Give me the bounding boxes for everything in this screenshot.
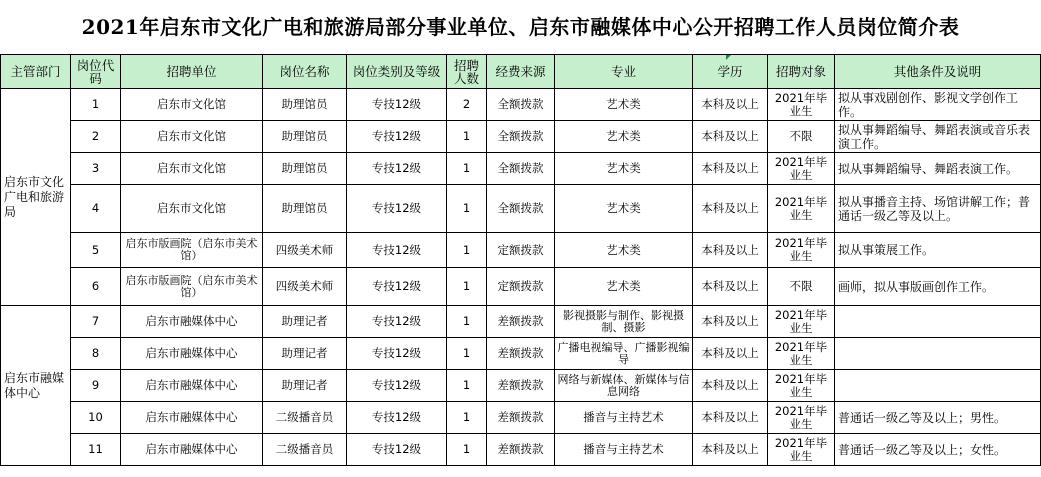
funding-cell: 差额拨款 xyxy=(487,306,555,338)
category-cell: 专技12级 xyxy=(347,89,447,121)
code-cell: 11 xyxy=(71,434,121,466)
count-cell: 1 xyxy=(447,185,487,233)
notes-cell: 普通话一级乙等及以上；男性。 xyxy=(835,402,1041,434)
education-cell: 本科及以上 xyxy=(693,268,768,306)
funding-cell: 差额拨款 xyxy=(487,370,555,402)
education-cell: 本科及以上 xyxy=(693,233,768,268)
code-cell: 7 xyxy=(71,306,121,338)
major-cell: 播音与主持艺术 xyxy=(555,434,693,466)
notes-cell: 拟从事舞蹈编导、舞蹈表演或音乐表演工作。 xyxy=(835,121,1041,153)
count-cell: 1 xyxy=(447,233,487,268)
category-cell: 专技12级 xyxy=(347,402,447,434)
funding-cell: 差额拨款 xyxy=(487,434,555,466)
unit-cell: 启东市版画院（启东市美术馆） xyxy=(121,233,263,268)
count-cell: 1 xyxy=(447,402,487,434)
unit-cell: 启东市文化馆 xyxy=(121,153,263,185)
target-cell: 不限 xyxy=(768,268,835,306)
funding-cell: 全额拨款 xyxy=(487,89,555,121)
table-row xyxy=(1,370,1041,402)
unit-cell: 启东市融媒体中心 xyxy=(121,338,263,370)
notes-cell: 拟从事戏剧创作、影视文学创作工作。 xyxy=(835,89,1041,121)
education-cell: 本科及以上 xyxy=(693,370,768,402)
funding-cell: 定额拨款 xyxy=(487,268,555,306)
table-row xyxy=(1,402,1041,434)
table-row xyxy=(1,121,1041,153)
position-cell: 二级播音员 xyxy=(263,434,347,466)
category-cell: 专技12级 xyxy=(347,233,447,268)
position-cell: 助理馆员 xyxy=(263,153,347,185)
col-header-funding: 经费来源 xyxy=(487,55,555,89)
target-cell: 不限 xyxy=(768,121,835,153)
education-cell: 本科及以上 xyxy=(693,185,768,233)
position-cell: 助理馆员 xyxy=(263,185,347,233)
notes-cell: 普通话一级乙等及以上；女性。 xyxy=(835,434,1041,466)
notes-cell: 拟从事播音主持、场馆讲解工作；普通话一级乙等及以上。 xyxy=(835,185,1041,233)
position-cell: 助理记者 xyxy=(263,306,347,338)
table-row xyxy=(1,153,1041,185)
unit-cell: 启东市文化馆 xyxy=(121,89,263,121)
col-header-unit: 招聘单位 xyxy=(121,55,263,89)
count-cell: 1 xyxy=(447,153,487,185)
funding-cell: 差额拨款 xyxy=(487,338,555,370)
table-row xyxy=(1,434,1041,466)
education-cell: 本科及以上 xyxy=(693,121,768,153)
funding-cell: 全额拨款 xyxy=(487,121,555,153)
header-row xyxy=(1,55,1041,89)
target-cell: 2021年毕业生 xyxy=(768,338,835,370)
notes-cell xyxy=(835,370,1041,402)
col-header-category: 岗位类别及等级 xyxy=(347,55,447,89)
count-cell: 1 xyxy=(447,121,487,153)
major-cell: 影视摄影与制作、影视摄制、摄影 xyxy=(555,306,693,338)
position-cell: 四级美术师 xyxy=(263,233,347,268)
target-cell: 2021年毕业生 xyxy=(768,370,835,402)
category-cell: 专技12级 xyxy=(347,370,447,402)
page-title: 2021年启东市文化广电和旅游局部分事业单位、启东市融媒体中心公开招聘工作人员岗位简介表 xyxy=(81,15,960,39)
code-cell: 2 xyxy=(71,121,121,153)
major-cell: 播音与主持艺术 xyxy=(555,402,693,434)
col-header-code: 岗位代码 xyxy=(71,55,121,89)
col-header-notes: 其他条件及说明 xyxy=(835,55,1041,89)
target-cell: 2021年毕业生 xyxy=(768,185,835,233)
position-cell: 四级美术师 xyxy=(263,268,347,306)
position-cell: 助理记者 xyxy=(263,370,347,402)
code-cell: 10 xyxy=(71,402,121,434)
unit-cell: 启东市融媒体中心 xyxy=(121,434,263,466)
funding-cell: 全额拨款 xyxy=(487,153,555,185)
category-cell: 专技12级 xyxy=(347,306,447,338)
count-cell: 1 xyxy=(447,370,487,402)
category-cell: 专技12级 xyxy=(347,121,447,153)
dept-cell: 启东市文化广电和旅游局 xyxy=(1,89,71,306)
unit-cell: 启东市文化馆 xyxy=(121,185,263,233)
education-cell: 本科及以上 xyxy=(693,153,768,185)
target-cell: 2021年毕业生 xyxy=(768,402,835,434)
dept-cell: 启东市融媒体中心 xyxy=(1,306,71,466)
unit-cell: 启东市版画院（启东市美术馆） xyxy=(121,268,263,306)
col-header-education: 学历 xyxy=(693,55,768,89)
target-cell: 2021年毕业生 xyxy=(768,233,835,268)
unit-cell: 启东市融媒体中心 xyxy=(121,370,263,402)
table-row xyxy=(1,306,1041,338)
target-cell: 2021年毕业生 xyxy=(768,89,835,121)
position-cell: 二级播音员 xyxy=(263,402,347,434)
funding-cell: 全额拨款 xyxy=(487,185,555,233)
notes-cell: 拟从事舞蹈编导、舞蹈表演工作。 xyxy=(835,153,1041,185)
count-cell: 1 xyxy=(447,306,487,338)
col-header-major: 专业 xyxy=(555,55,693,89)
education-cell: 本科及以上 xyxy=(693,89,768,121)
position-cell: 助理记者 xyxy=(263,338,347,370)
cell-comment-marker xyxy=(726,55,731,60)
code-cell: 5 xyxy=(71,233,121,268)
major-cell: 广播电视编导、广播影视编导 xyxy=(555,338,693,370)
code-cell: 3 xyxy=(71,153,121,185)
notes-cell xyxy=(835,338,1041,370)
count-cell: 1 xyxy=(447,268,487,306)
major-cell: 艺术类 xyxy=(555,89,693,121)
code-cell: 6 xyxy=(71,268,121,306)
education-cell: 本科及以上 xyxy=(693,434,768,466)
category-cell: 专技12级 xyxy=(347,185,447,233)
position-cell: 助理馆员 xyxy=(263,89,347,121)
count-cell: 1 xyxy=(447,338,487,370)
target-cell: 2021年毕业生 xyxy=(768,153,835,185)
category-cell: 专技12级 xyxy=(347,268,447,306)
target-cell: 2021年毕业生 xyxy=(768,434,835,466)
table-row xyxy=(1,268,1041,306)
category-cell: 专技12级 xyxy=(347,434,447,466)
code-cell: 8 xyxy=(71,338,121,370)
unit-cell: 启东市融媒体中心 xyxy=(121,306,263,338)
count-cell: 1 xyxy=(447,434,487,466)
col-header-count: 招聘人数 xyxy=(447,55,487,89)
major-cell: 艺术类 xyxy=(555,268,693,306)
table-row xyxy=(1,233,1041,268)
category-cell: 专技12级 xyxy=(347,153,447,185)
position-cell: 助理馆员 xyxy=(263,121,347,153)
funding-cell: 差额拨款 xyxy=(487,402,555,434)
code-cell: 4 xyxy=(71,185,121,233)
major-cell: 艺术类 xyxy=(555,185,693,233)
notes-cell: 画师，拟从事版画创作工作。 xyxy=(835,268,1041,306)
table-row xyxy=(1,185,1041,233)
unit-cell: 启东市文化馆 xyxy=(121,121,263,153)
education-cell: 本科及以上 xyxy=(693,306,768,338)
count-cell: 2 xyxy=(447,89,487,121)
code-cell: 1 xyxy=(71,89,121,121)
col-header-dept: 主管部门 xyxy=(1,55,71,89)
notes-cell xyxy=(835,306,1041,338)
funding-cell: 定额拨款 xyxy=(487,233,555,268)
table-row xyxy=(1,338,1041,370)
major-cell: 艺术类 xyxy=(555,121,693,153)
col-header-target: 招聘对象 xyxy=(768,55,835,89)
positions-table xyxy=(0,54,1041,466)
code-cell: 9 xyxy=(71,370,121,402)
col-header-position: 岗位名称 xyxy=(263,55,347,89)
target-cell: 2021年毕业生 xyxy=(768,306,835,338)
unit-cell: 启东市融媒体中心 xyxy=(121,402,263,434)
category-cell: 专技12级 xyxy=(347,338,447,370)
major-cell: 艺术类 xyxy=(555,233,693,268)
education-cell: 本科及以上 xyxy=(693,338,768,370)
education-cell: 本科及以上 xyxy=(693,402,768,434)
major-cell: 网络与新媒体、新媒体与信息网络 xyxy=(555,370,693,402)
table-row xyxy=(1,89,1041,121)
major-cell: 艺术类 xyxy=(555,153,693,185)
notes-cell: 拟从事策展工作。 xyxy=(835,233,1041,268)
